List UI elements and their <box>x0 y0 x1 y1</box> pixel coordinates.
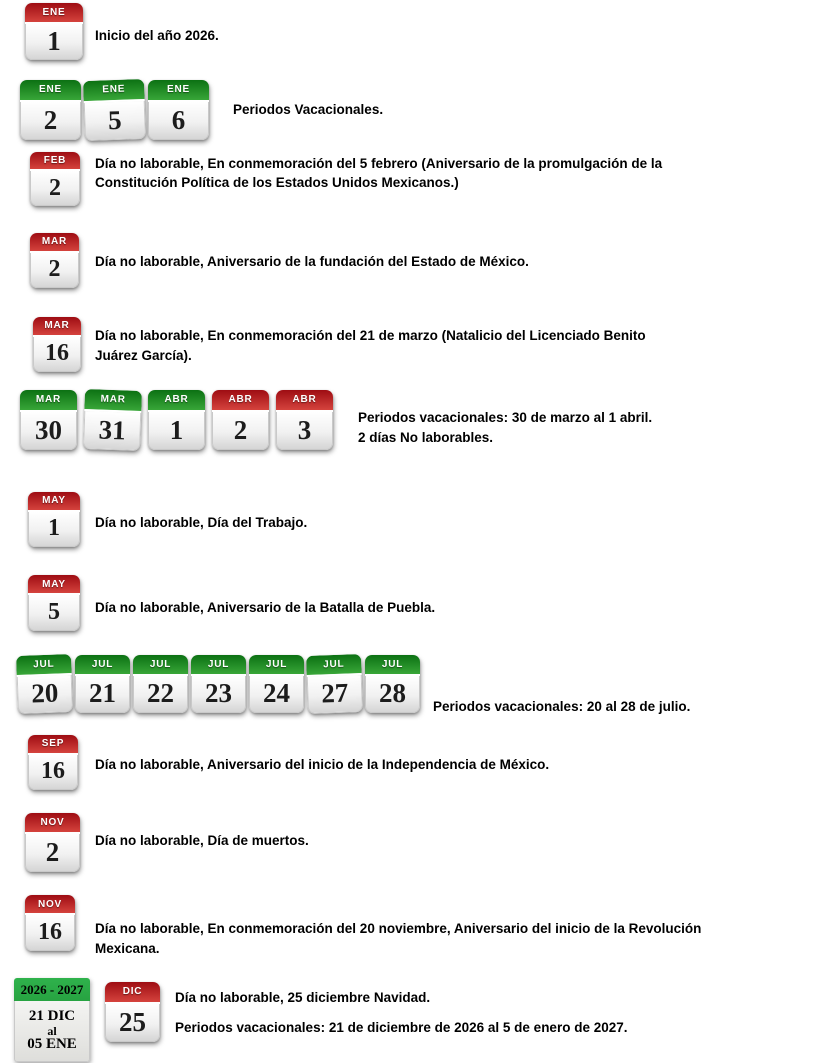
calendar-month-label: JUL <box>133 655 188 676</box>
year-range-label: 2026 - 2027 <box>14 978 90 1001</box>
calendar-day-number: 31 <box>83 411 141 451</box>
calendar-icon <box>191 655 246 713</box>
calendar-month-label: FEB <box>30 152 80 171</box>
calendar-icon <box>133 655 188 713</box>
calendar-month-label: ENE <box>20 80 81 102</box>
calendar-month-label: MAR <box>20 390 77 412</box>
calendar-icon <box>306 654 363 714</box>
calendar-icon <box>148 80 209 140</box>
row-description: Periodos Vacacionales. <box>233 102 384 117</box>
row-description: Periodos vacacionales: 21 de diciembre de 2026 al 5 de enero de 2027. <box>175 1020 628 1035</box>
calendar-day-number: 16 <box>25 915 75 951</box>
calendar-day-number: 30 <box>20 412 77 450</box>
calendar-icon <box>16 654 73 714</box>
calendar-month-label: ENE <box>25 3 83 24</box>
row-description: Día no laborable, Aniversario de la Batalla de Puebla. <box>95 600 436 615</box>
row-description: Periodos vacacionales: 30 de marzo al 1 abril. <box>358 410 653 425</box>
calendar-day-number: 16 <box>33 337 81 372</box>
calendar-month-label: MAY <box>28 492 80 512</box>
calendar-day-number: 6 <box>148 102 209 140</box>
calendar-day-number: 2 <box>212 412 269 450</box>
year-range-calendar <box>14 978 90 1062</box>
calendar-month-label: MAR <box>33 317 81 337</box>
calendar-icon <box>365 655 420 713</box>
calendar-icon <box>83 389 142 451</box>
year-range-dates <box>14 1001 90 1062</box>
calendar-month-label: JUL <box>191 655 246 676</box>
calendar-day-number: 2 <box>30 171 80 206</box>
calendar-day-number: 5 <box>28 595 80 631</box>
row-description: Día no laborable, Día del Trabajo. <box>95 515 308 530</box>
calendar-day-number: 16 <box>28 755 78 790</box>
calendar-day-number: 1 <box>148 412 205 450</box>
calendar-month-label: JUL <box>75 655 130 676</box>
calendar-icon <box>148 390 205 450</box>
calendar-month-label: MAY <box>28 575 80 595</box>
calendar-day-number: 27 <box>307 675 363 714</box>
calendar-month-label: NOV <box>25 813 80 834</box>
calendar-day-number: 28 <box>365 676 420 713</box>
calendar-icon <box>105 982 160 1042</box>
calendar-day-number: 24 <box>249 676 304 713</box>
calendar-day-number: 2 <box>20 102 81 140</box>
calendar-month-label: ENE <box>148 80 209 102</box>
year-range-end: 05 ENE <box>27 1036 77 1053</box>
row-description: Día no laborable, 25 diciembre Navidad. <box>175 990 431 1005</box>
calendar-month-label: ABR <box>276 390 333 412</box>
calendar-icon <box>25 895 75 951</box>
calendar-day-number: 22 <box>133 676 188 713</box>
calendar-day-number: 23 <box>191 676 246 713</box>
calendar-month-label: MAR <box>84 389 142 413</box>
calendar-month-label: JUL <box>249 655 304 676</box>
calendar-month-label: ABR <box>212 390 269 412</box>
row-description: Día no laborable, En conmemoración del 20 noviembre, Aniversario del inicio de la Revolución <box>95 921 702 936</box>
calendar-icon <box>33 317 81 372</box>
row-description: Juárez García). <box>95 348 192 363</box>
calendar-day-number: 1 <box>25 24 83 60</box>
row-description: 2 días No laborables. <box>358 430 494 445</box>
calendar-icon <box>28 492 80 547</box>
calendar-month-label: JUL <box>16 654 72 677</box>
calendar-day-number: 2 <box>30 253 79 288</box>
year-range-connector: al <box>47 1023 57 1038</box>
row-description: Día no laborable, Día de muertos. <box>95 833 309 848</box>
year-range-start: 21 DIC <box>28 1007 76 1024</box>
calendar-icon <box>30 233 79 288</box>
row-description: Día no laborable, En conmemoración del 5 febrero (Aniversario de la promulgación de la <box>95 156 663 171</box>
row-description: Día no laborable, Aniversario de la fundación del Estado de México. <box>95 254 529 269</box>
row-description: Periodos vacacionales: 20 al 28 de julio. <box>433 699 691 714</box>
calendar-month-label: MAR <box>30 233 79 253</box>
calendar-icon <box>20 390 77 450</box>
calendar-icon <box>28 575 80 631</box>
calendar-day-number: 2 <box>25 834 80 872</box>
calendar-month-label: ABR <box>148 390 205 412</box>
calendar-day-number: 1 <box>28 512 80 547</box>
calendar-day-number: 5 <box>84 101 146 142</box>
row-description: Mexicana. <box>95 941 160 956</box>
calendar-month-label: SEP <box>28 735 78 755</box>
row-description: Constitución Política de los Estados Unidos Mexicanos.) <box>95 175 459 190</box>
calendar-icon <box>75 655 130 713</box>
calendar-icon <box>83 79 146 141</box>
calendar-day-number: 25 <box>105 1004 160 1042</box>
calendar-day-number: 21 <box>75 676 130 713</box>
calendar-month-label: JUL <box>365 655 420 676</box>
calendar-icon <box>212 390 269 450</box>
row-description: Día no laborable, Aniversario del inicio de la Independencia de México. <box>95 757 550 772</box>
row-description: Inicio del año 2026. <box>95 28 219 43</box>
calendar-month-label: DIC <box>105 982 160 1004</box>
calendar-icon <box>25 813 80 872</box>
calendar-icon <box>30 152 80 206</box>
calendar-month-label: ENE <box>83 79 145 103</box>
calendar-icon <box>249 655 304 713</box>
calendar-day-number: 20 <box>17 675 73 714</box>
calendar-day-number: 3 <box>276 412 333 450</box>
calendar-month-label: JUL <box>306 654 362 677</box>
calendar-month-label: NOV <box>25 895 75 915</box>
row-description: Día no laborable, En conmemoración del 21 de marzo (Natalicio del Licenciado Benito <box>95 328 646 343</box>
calendar-icon <box>28 735 78 790</box>
calendar-icon <box>25 3 83 60</box>
calendar-icon <box>20 80 81 140</box>
calendar-icon <box>276 390 333 450</box>
